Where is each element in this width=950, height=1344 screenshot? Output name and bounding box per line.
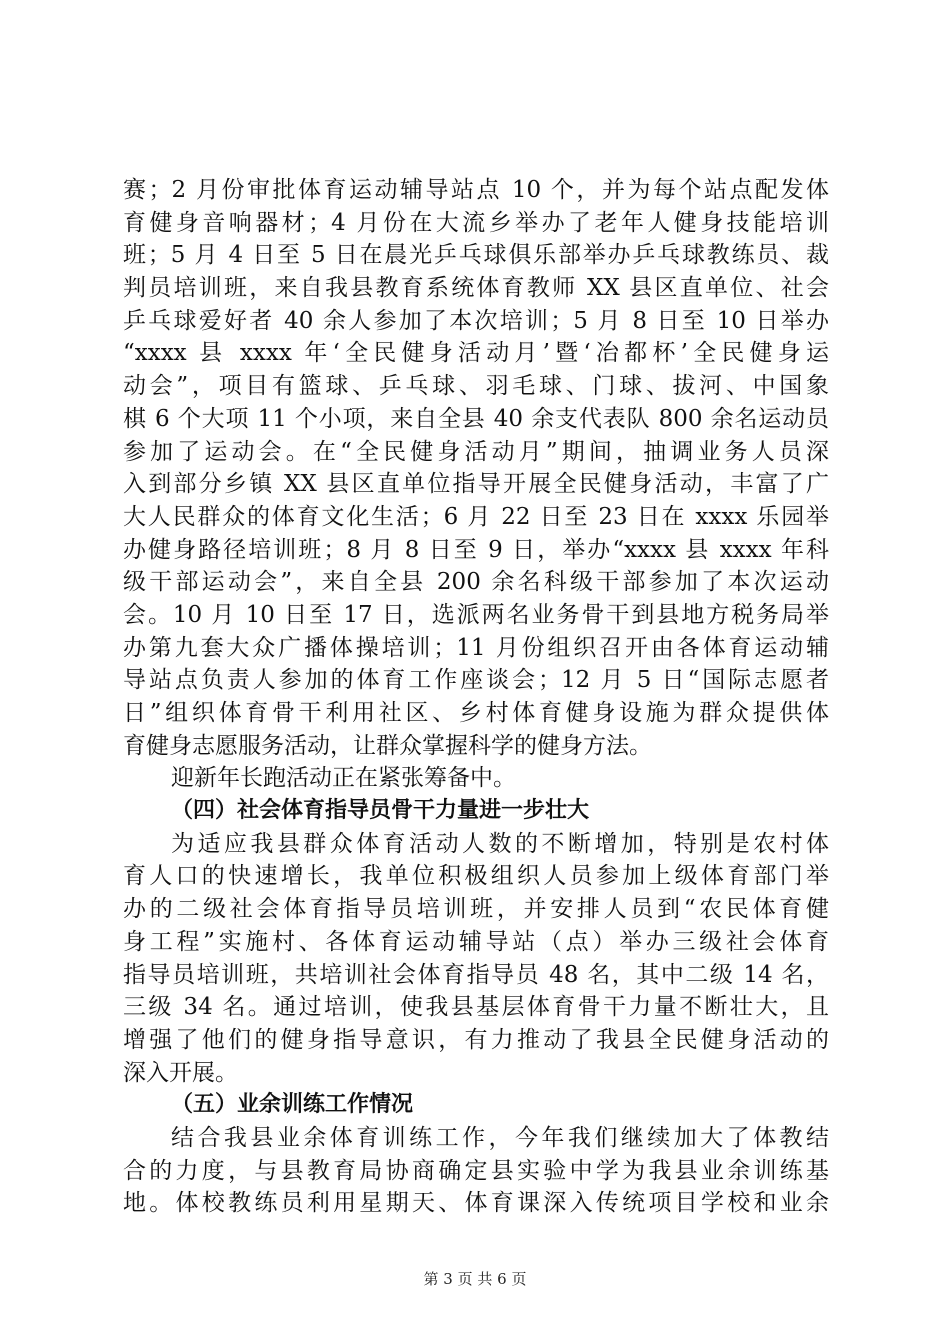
section-heading: （五）业余训练工作情况	[171, 1092, 414, 1118]
body-text-line: 棋 6 个大项 11 个小项，来自全县 40 余支代表队 800 余名运动员	[123, 405, 829, 432]
body-text-line: 办的二级社会体育指导员培训班，并安排人员到“农民体育健	[123, 896, 829, 923]
body-text-line: 指导员培训班，共培训社会体育指导员 48 名，其中二级 14 名，	[123, 961, 829, 988]
body-text-line: 动会”，项目有篮球、乒乓球、羽毛球、门球、拔河、中国象	[123, 373, 829, 400]
body-text-line: “xxxx 县 xxxx 年‘全民健身活动月’暨‘冶都杯’全民健身运	[123, 340, 829, 367]
body-text-line: 深入开展。	[123, 1059, 238, 1086]
body-text-line: 三级 34 名。通过培训，使我县基层体育骨干力量不断壮大，且	[123, 994, 829, 1021]
body-text-line: 合的力度，与县教育局协商确定县实验中学为我县业余训练基	[123, 1157, 829, 1184]
body-text-line: 增强了他们的健身指导意识，有力推动了我县全民健身活动的	[123, 1026, 829, 1053]
body-text-line: 判员培训班，来自我县教育系统体育教师 XX 县区直单位、社会	[123, 275, 829, 302]
body-text-line: 迎新年长跑活动正在紧张筹备中。	[171, 765, 516, 792]
body-text-line: 育健身志愿服务活动，让群众掌握科学的健身方法。	[123, 732, 652, 759]
page-footer: 第 3 页 共 6 页	[423, 1270, 527, 1288]
body-text-line: 为适应我县群众体育活动人数的不断增加，特别是农村体	[171, 830, 829, 857]
body-text-line: 身工程”实施村、各体育运动辅导站（点）举办三级社会体育	[123, 928, 829, 955]
body-text-line: 班；5 月 4 日至 5 日在晨光乒乓球俱乐部举办乒乓球教练员、裁	[123, 242, 829, 269]
section-heading: （四）社会体育指导员骨干力量进一步壮大	[171, 798, 590, 824]
body-text-line: 育健身音响器材；4 月份在大流乡举办了老年人健身技能培训	[123, 209, 829, 236]
document-body	[123, 174, 829, 1220]
body-text-line: 结合我县业余体育训练工作，今年我们继续加大了体教结	[171, 1124, 829, 1151]
body-text-line: 育人口的快速增长，我单位积极组织人员参加上级体育部门举	[123, 863, 829, 890]
body-text-line: 级干部运动会”，来自全县 200 余名科级干部参加了本次运动	[123, 569, 829, 596]
body-text-line: 日”组织体育骨干利用社区、乡村体育健身设施为群众提供体	[123, 700, 829, 726]
body-text-line: 地。体校教练员利用星期天、体育课深入传统项目学校和业余	[123, 1190, 829, 1217]
body-text-line: 会。10 月 10 日至 17 日，选派两名业务骨干到县地方税务局举	[123, 601, 829, 628]
body-text-line: 导站点负责人参加的体育工作座谈会；12 月 5 日“国际志愿者	[123, 667, 829, 694]
body-text-line: 参加了运动会。在“全民健身活动月”期间，抽调业务人员深	[123, 438, 829, 465]
body-text-line: 入到部分乡镇 XX 县区直单位指导开展全民健身活动，丰富了广	[123, 471, 829, 498]
body-text-line: 办健身路径培训班；8 月 8 日至 9 日，举办“xxxx 县 xxxx 年科	[123, 536, 829, 563]
body-text-line: 赛；2 月份审批体育运动辅导站点 10 个，并为每个站点配发体	[123, 177, 829, 203]
body-text-line: 办第九套大众广播体操培训；11 月份组织召开由各体育运动辅	[123, 634, 829, 661]
body-text-line: 乒乓球爱好者 40 余人参加了本次培训；5 月 8 日至 10 日举办	[123, 307, 829, 334]
body-text-line: 大人民群众的体育文化生活；6 月 22 日至 23 日在 xxxx 乐园举	[123, 503, 829, 530]
